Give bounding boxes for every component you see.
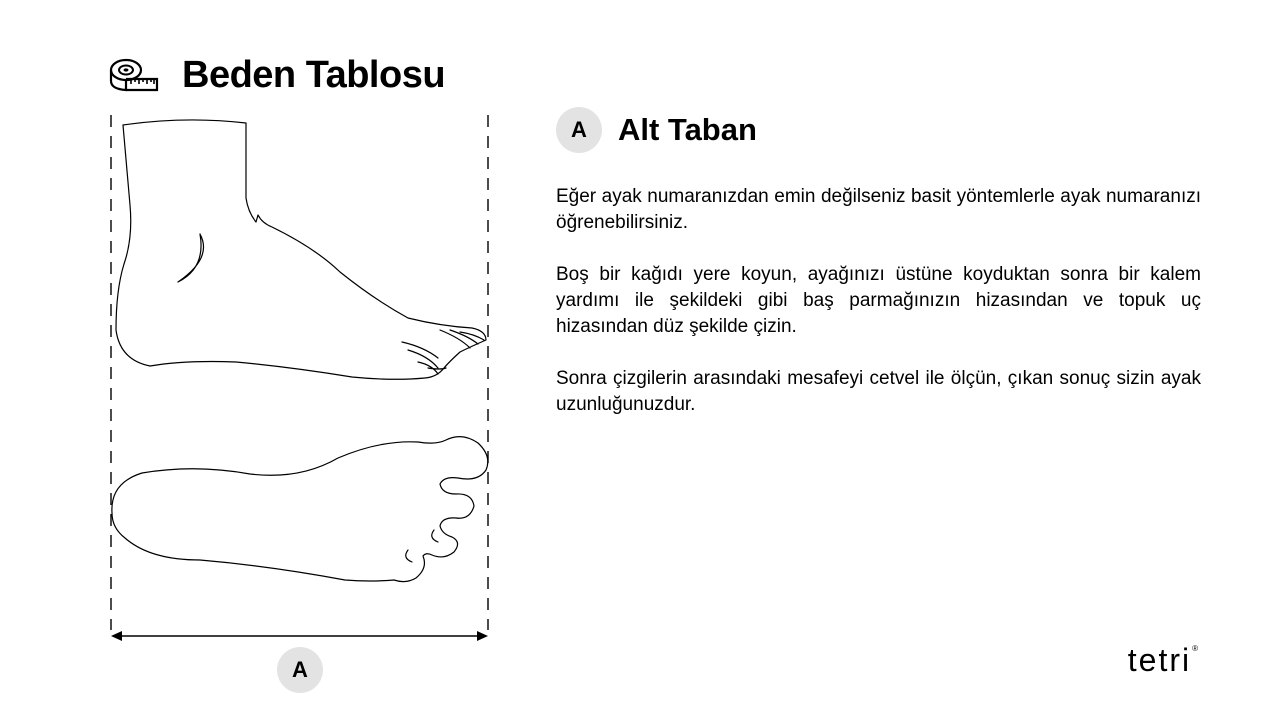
foot-side-outline xyxy=(116,120,486,379)
brand-name: tetri xyxy=(1127,642,1192,678)
instruction-paragraph: Boş bir kağıdı yere koyun, ayağınızı üstüne koyduktan sonra bir kalem yardımı ile şekildeki gibi baş parmağınızın hizasından ve topuk uç hizasından düz şekilde çizin. xyxy=(556,264,1201,337)
foot-measurement-illustration xyxy=(100,108,500,653)
trademark-mark: ® xyxy=(1192,644,1198,653)
section-header xyxy=(556,107,757,153)
instruction-paragraph: Eğer ayak numaranızdan emin değilseniz basit yöntemlerle ayak numaranızı öğrenebilirsiniz. xyxy=(556,186,1201,233)
section-title: Alt Taban xyxy=(618,112,757,147)
instruction-paragraph: Sonra çizgilerin arasındaki mesafeyi cetvel ile ölçün, çıkan sonuç sizin ayak uzunluğunuzdur. xyxy=(556,368,1201,415)
page-title: Beden Tablosu xyxy=(182,53,446,96)
length-label-badge: A xyxy=(277,647,323,693)
measuring-tape-icon xyxy=(108,57,160,93)
length-dimension-arrow xyxy=(111,631,488,641)
header xyxy=(108,52,445,98)
instructions xyxy=(556,184,1201,444)
section-badge: A xyxy=(556,107,602,153)
brand-logo xyxy=(1128,642,1198,679)
foot-sole-outline xyxy=(112,437,488,582)
